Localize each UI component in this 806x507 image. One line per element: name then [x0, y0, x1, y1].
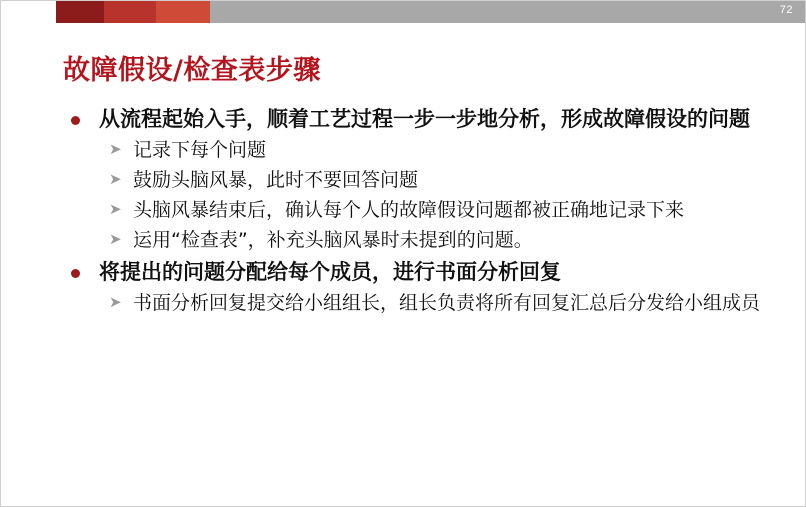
list-item [99, 168, 763, 193]
band-segment-gray [210, 1, 806, 23]
bullet-text: 头脑风暴结束后，确认每个人的故障假设问题都被正确地记录下来 [133, 198, 685, 221]
bullet-list-level2 [99, 138, 763, 253]
bullet-text: 鼓励头脑风暴，此时不要回答问题 [133, 168, 419, 191]
band-segment-white [1, 1, 56, 23]
list-item [99, 291, 763, 316]
page-number: 72 [779, 4, 793, 16]
list-item [99, 228, 763, 253]
chevron-right-icon: ➤ [109, 169, 122, 188]
bullet-dot-icon [71, 269, 80, 278]
band-segment-red [104, 1, 156, 23]
list-item [63, 259, 763, 316]
list-item [99, 198, 763, 223]
bullet-text: 从流程起始入手，顺着工艺过程一步一步地分析，形成故障假设的问题 [99, 107, 750, 131]
chevron-right-icon: ➤ [109, 139, 122, 158]
bullet-text: 运用“检查表”，补充头脑风暴时未提到的问题。 [133, 228, 533, 251]
bullet-dot-icon [71, 116, 80, 125]
chevron-right-icon: ➤ [109, 199, 122, 218]
bullet-text: 书面分析回复提交给小组组长，组长负责将所有回复汇总后分发给小组成员 [133, 291, 761, 314]
bullet-list-level1 [63, 106, 763, 316]
bullet-text: 将提出的问题分配给每个成员，进行书面分析回复 [99, 260, 561, 285]
chevron-right-icon: ➤ [109, 229, 122, 248]
chevron-right-icon: ➤ [109, 292, 122, 311]
list-item [63, 106, 763, 253]
bullet-text: 记录下每个问题 [133, 138, 267, 161]
list-item [99, 138, 763, 163]
slide-content [63, 106, 763, 322]
band-segment-orange-red [156, 1, 210, 23]
bullet-list-level2 [99, 291, 763, 316]
decorative-top-band [1, 1, 806, 23]
page-title: 故障假设/检查表步骤 [63, 55, 321, 86]
band-segment-dark-red [56, 1, 104, 23]
